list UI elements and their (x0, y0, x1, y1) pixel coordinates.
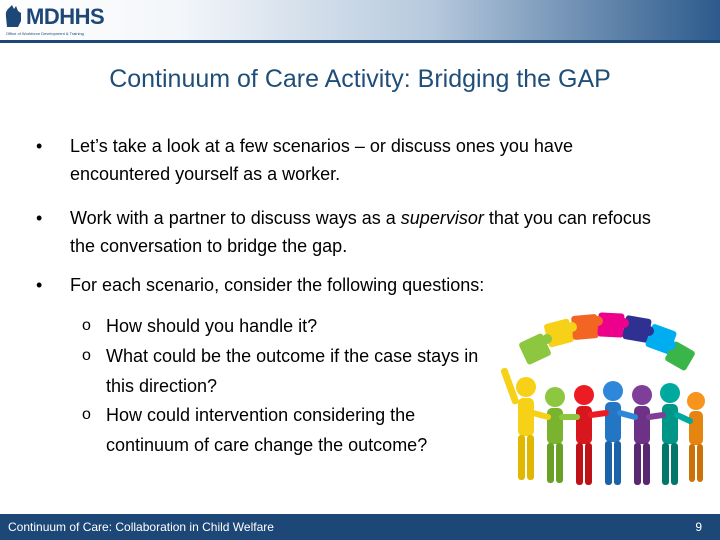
mdhhs-logo (4, 3, 124, 39)
sub-bullet-marker: o (82, 406, 91, 423)
question-text: What could be the outcome if the case stays in this direction? (106, 346, 479, 396)
header-divider (0, 40, 720, 43)
bullet-text-start: Work with a partner to discuss ways as a (70, 208, 401, 228)
bullet-marker: • (36, 275, 43, 295)
puzzle-pieces-arch (518, 312, 696, 371)
figure-purple (632, 385, 652, 485)
sub-bullet-marker: o (82, 347, 91, 364)
bullet-text: For each scenario, consider the following questions: (70, 275, 485, 295)
question-item-1 (82, 311, 506, 341)
michigan-mitten-icon (4, 3, 26, 29)
figure-orange (687, 392, 705, 482)
bullet-marker: • (36, 136, 43, 156)
figure-red (574, 385, 594, 485)
question-text: How could intervention considering the continuum of care change the outcome? (106, 405, 428, 455)
figure-green (545, 387, 565, 483)
bullet-text-end: that you can refocus the conversation to bridge the gap. (70, 208, 651, 256)
slide-number: 9 (695, 520, 702, 534)
footer-bar (0, 514, 720, 540)
puzzle-team-illustration (500, 305, 710, 490)
question-item-3 (82, 400, 476, 460)
figure-teal (660, 383, 680, 485)
question-item-2 (82, 341, 501, 401)
bullet-text: Let’s take a look at a few scenarios – or discuss ones you have encountered yourself as a worker. (70, 136, 573, 184)
logo-subtitle: Office of Workforce Development & Training (6, 31, 84, 36)
question-text: How should you handle it? (106, 316, 318, 336)
header-bar (0, 0, 720, 42)
bullet-marker: • (36, 208, 43, 228)
bullet-item-3 (36, 271, 670, 299)
figure-yellow (500, 367, 536, 480)
bullet-text-emphasis: supervisor (400, 208, 484, 228)
bullet-item-2 (36, 204, 670, 260)
bullet-item-1 (36, 132, 670, 188)
logo-text: MDHHS (26, 4, 105, 29)
slide-title: Continuum of Care Activity: Bridging the GAP (109, 65, 611, 93)
footer-title: Continuum of Care: Collaboration in Child Welfare (8, 520, 274, 534)
sub-bullet-marker: o (82, 317, 91, 334)
figure-blue (603, 381, 623, 485)
